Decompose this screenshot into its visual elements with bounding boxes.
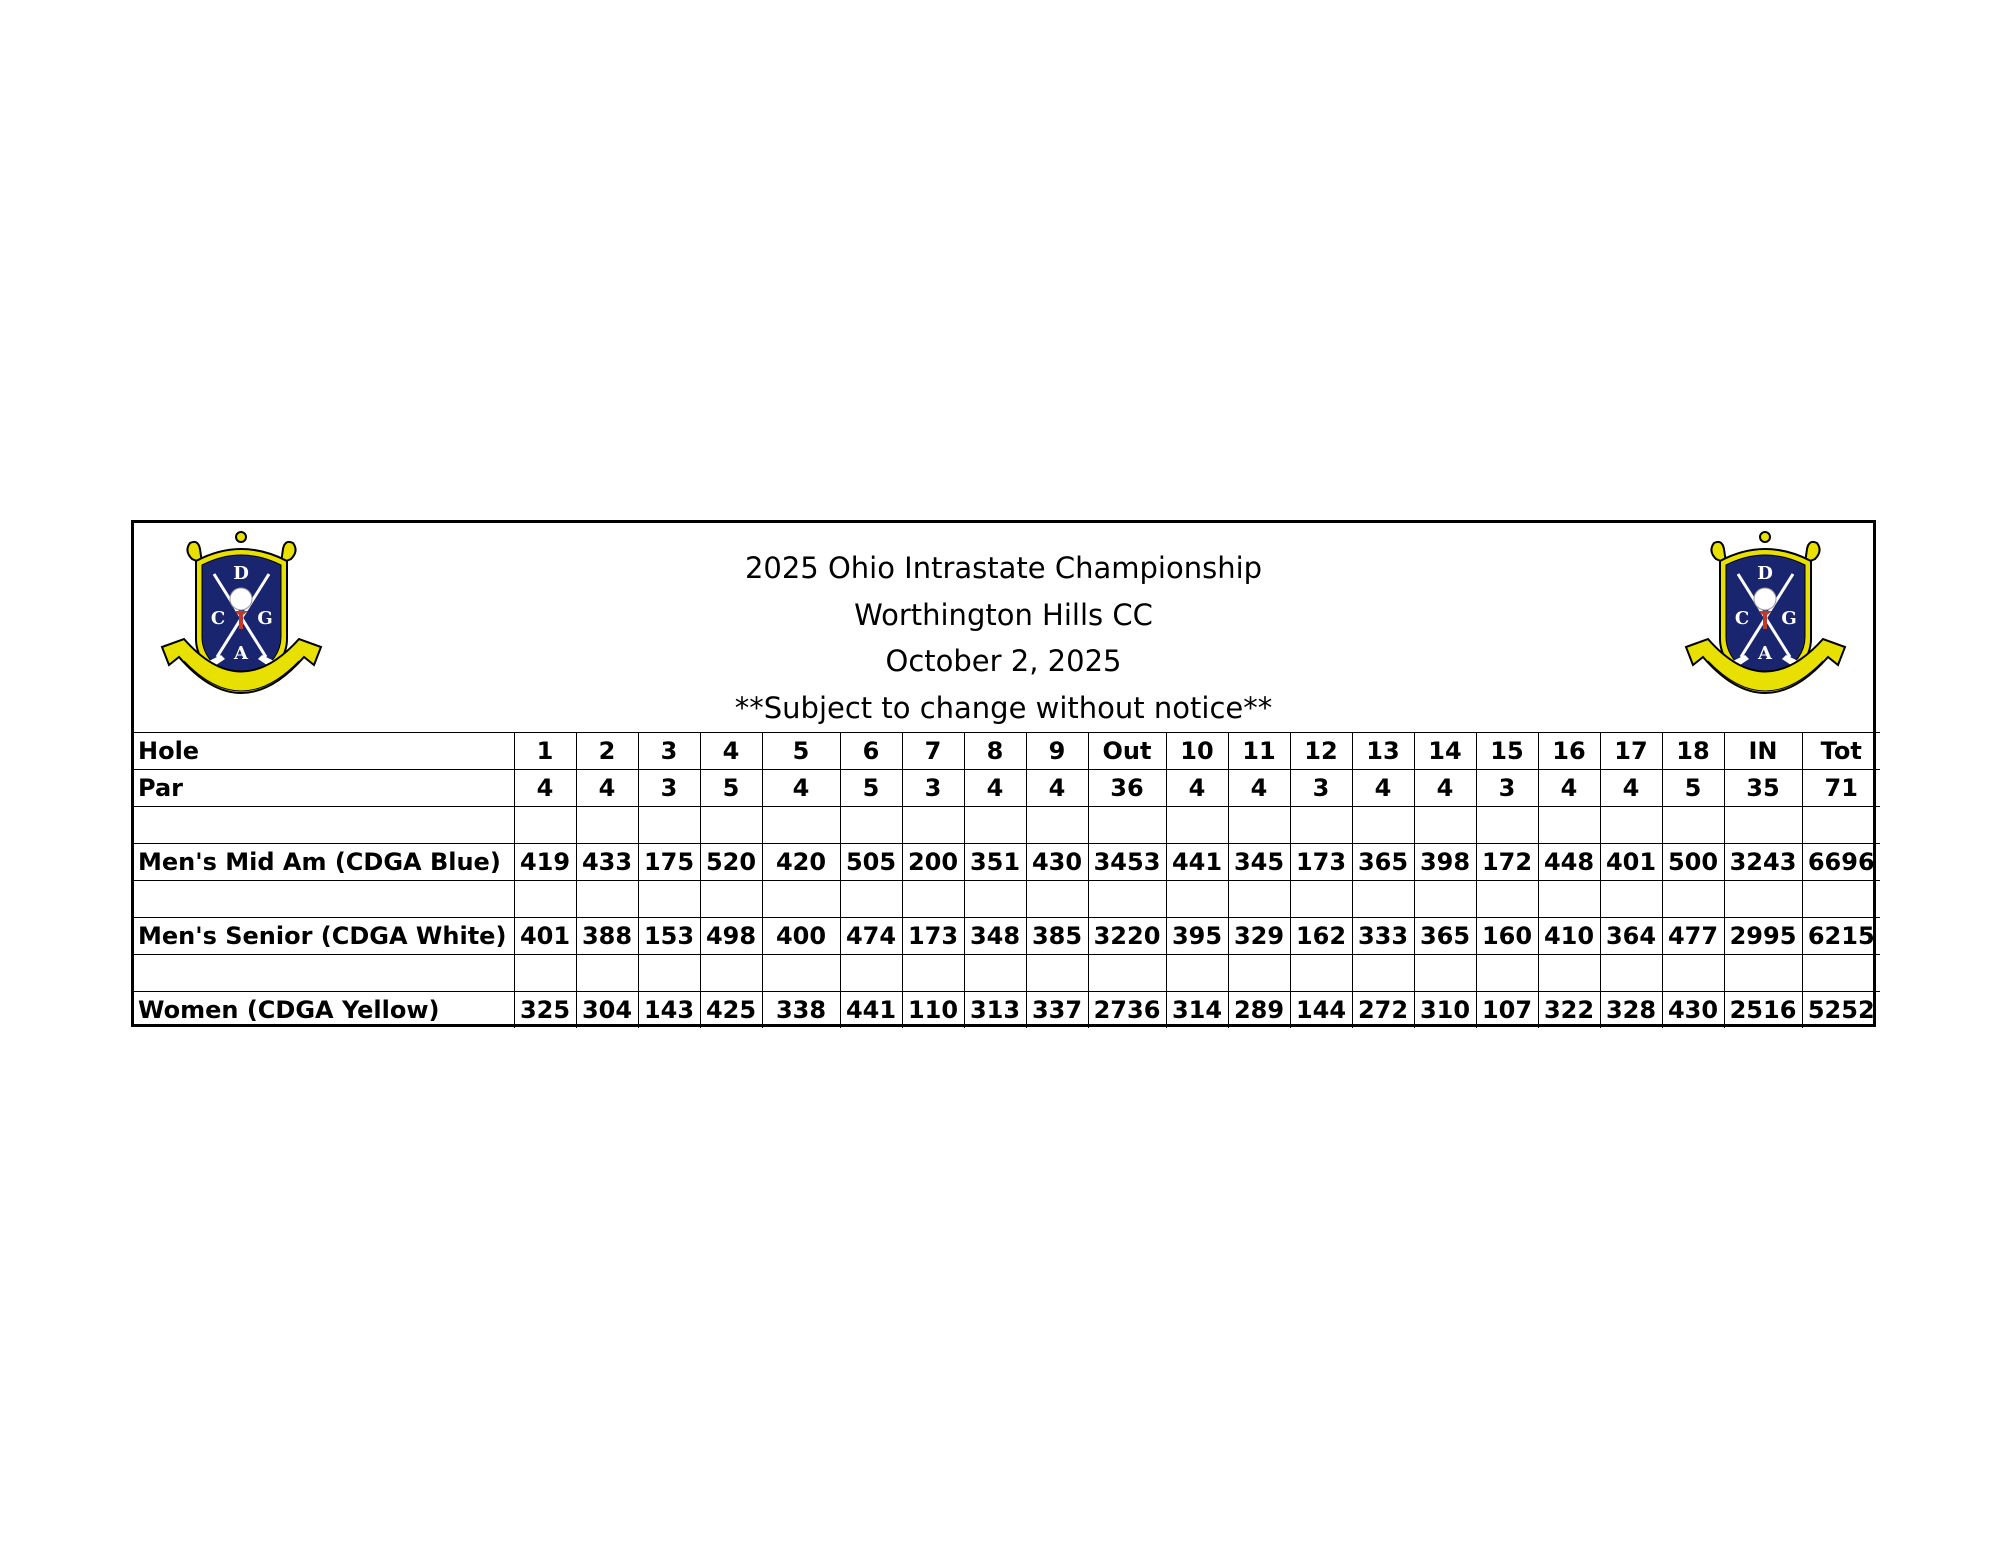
- table-cell: 388: [576, 918, 638, 955]
- table-cell: 71: [1802, 770, 1880, 807]
- empty-cell: [1662, 955, 1724, 992]
- table-cell: 441: [1166, 844, 1228, 881]
- table-cell: 325: [514, 992, 576, 1029]
- table-cell: 410: [1538, 918, 1600, 955]
- table-cell: 328: [1600, 992, 1662, 1029]
- table-cell: 3220: [1088, 918, 1166, 955]
- table-cell: 15: [1476, 733, 1538, 770]
- svg-text:C: C: [1734, 608, 1750, 629]
- table-cell: 173: [902, 918, 964, 955]
- table-cell: 143: [638, 992, 700, 1029]
- table-cell: 398: [1414, 844, 1476, 881]
- table-cell: IN: [1724, 733, 1802, 770]
- table-cell: 14: [1414, 733, 1476, 770]
- table-cell: 107: [1476, 992, 1538, 1029]
- empty-cell: [964, 881, 1026, 918]
- empty-cell: [576, 807, 638, 844]
- empty-cell: [1166, 955, 1228, 992]
- table-cell: 5: [762, 733, 840, 770]
- empty-cell: [1476, 807, 1538, 844]
- empty-cell: [134, 807, 514, 844]
- empty-cell: [1600, 807, 1662, 844]
- table-cell: 272: [1352, 992, 1414, 1029]
- table-cell: 5: [700, 770, 762, 807]
- table-cell: 16: [1538, 733, 1600, 770]
- empty-cell: [134, 955, 514, 992]
- empty-cell: [1538, 881, 1600, 918]
- table-cell: 401: [514, 918, 576, 955]
- empty-cell: [1228, 807, 1290, 844]
- table-cell: 430: [1026, 844, 1088, 881]
- table-cell: 474: [840, 918, 902, 955]
- table-cell: 5252: [1802, 992, 1880, 1029]
- empty-cell: [840, 807, 902, 844]
- empty-cell: [576, 881, 638, 918]
- empty-cell: [762, 955, 840, 992]
- empty-cell: [1724, 807, 1802, 844]
- table-cell: 4: [700, 733, 762, 770]
- empty-cell: [1476, 881, 1538, 918]
- table-cell: 18: [1662, 733, 1724, 770]
- row-label: Men's Mid Am (CDGA Blue): [134, 844, 514, 881]
- table-cell: 348: [964, 918, 1026, 955]
- table-cell: 314: [1166, 992, 1228, 1029]
- table-cell: 433: [576, 844, 638, 881]
- table-cell: 420: [762, 844, 840, 881]
- table-cell: 365: [1352, 844, 1414, 881]
- table-cell: 351: [964, 844, 1026, 881]
- table-cell: 448: [1538, 844, 1600, 881]
- table-cell: 3: [1476, 770, 1538, 807]
- empty-cell: [638, 955, 700, 992]
- table-cell: 4: [1166, 770, 1228, 807]
- tee-row: [134, 992, 1880, 1029]
- empty-cell: [1724, 881, 1802, 918]
- svg-text:D: D: [1757, 563, 1773, 584]
- table-cell: 5: [1662, 770, 1724, 807]
- empty-cell: [514, 807, 576, 844]
- empty-cell: [1600, 881, 1662, 918]
- table-cell: 110: [902, 992, 964, 1029]
- table-cell: 395: [1166, 918, 1228, 955]
- empty-cell: [1088, 881, 1166, 918]
- table-cell: 2995: [1724, 918, 1802, 955]
- row-label: Women (CDGA Yellow): [134, 992, 514, 1029]
- empty-cell: [840, 881, 902, 918]
- table-cell: 4: [1538, 770, 1600, 807]
- table-cell: Out: [1088, 733, 1166, 770]
- table-cell: 329: [1228, 918, 1290, 955]
- table-cell: 160: [1476, 918, 1538, 955]
- empty-cell: [1538, 807, 1600, 844]
- spacer-row: [134, 807, 1880, 844]
- table-cell: 173: [1290, 844, 1352, 881]
- table-cell: 477: [1662, 918, 1724, 955]
- table-cell: 3453: [1088, 844, 1166, 881]
- table-cell: 2736: [1088, 992, 1166, 1029]
- empty-cell: [514, 955, 576, 992]
- table-cell: 4: [1414, 770, 1476, 807]
- table-cell: 13: [1352, 733, 1414, 770]
- row-label: Men's Senior (CDGA White): [134, 918, 514, 955]
- table-cell: 172: [1476, 844, 1538, 881]
- table-cell: 4: [1352, 770, 1414, 807]
- empty-cell: [700, 807, 762, 844]
- table-cell: 200: [902, 844, 964, 881]
- empty-cell: [1290, 955, 1352, 992]
- empty-cell: [1026, 881, 1088, 918]
- table-cell: 4: [1228, 770, 1290, 807]
- table-cell: 3: [638, 733, 700, 770]
- table-cell: 17: [1600, 733, 1662, 770]
- empty-cell: [700, 881, 762, 918]
- empty-cell: [1802, 881, 1880, 918]
- table-cell: 345: [1228, 844, 1290, 881]
- table-cell: Tot: [1802, 733, 1880, 770]
- empty-cell: [700, 955, 762, 992]
- table-cell: 7: [902, 733, 964, 770]
- empty-cell: [1724, 955, 1802, 992]
- table-cell: 498: [700, 918, 762, 955]
- table-cell: 162: [1290, 918, 1352, 955]
- table-cell: 310: [1414, 992, 1476, 1029]
- svg-text:G: G: [257, 608, 273, 629]
- svg-text:C: C: [210, 608, 226, 629]
- empty-cell: [840, 955, 902, 992]
- empty-cell: [1026, 807, 1088, 844]
- table-cell: 419: [514, 844, 576, 881]
- table-cell: 10: [1166, 733, 1228, 770]
- empty-cell: [1600, 955, 1662, 992]
- empty-cell: [638, 807, 700, 844]
- venue-name: Worthington Hills CC: [854, 597, 1153, 632]
- table-cell: 9: [1026, 733, 1088, 770]
- empty-cell: [1026, 955, 1088, 992]
- table-cell: 385: [1026, 918, 1088, 955]
- table-cell: 365: [1414, 918, 1476, 955]
- empty-cell: [576, 955, 638, 992]
- svg-text:A: A: [1758, 643, 1772, 664]
- empty-cell: [1414, 955, 1476, 992]
- empty-cell: [1538, 955, 1600, 992]
- table-cell: 144: [1290, 992, 1352, 1029]
- table-cell: 3: [638, 770, 700, 807]
- event-date: October 2, 2025: [885, 644, 1122, 678]
- tee-row: [134, 918, 1880, 955]
- yardage-table: [134, 732, 1880, 1028]
- table-cell: 3: [902, 770, 964, 807]
- disclaimer-note: **Subject to change without notice**: [734, 690, 1273, 725]
- table-cell: 304: [576, 992, 638, 1029]
- row-label: Hole: [134, 733, 514, 770]
- scorecard-title-block: [134, 545, 1873, 731]
- empty-cell: [1352, 955, 1414, 992]
- empty-cell: [1166, 881, 1228, 918]
- table-cell: 333: [1352, 918, 1414, 955]
- table-cell: 3243: [1724, 844, 1802, 881]
- empty-cell: [1290, 807, 1352, 844]
- empty-cell: [964, 955, 1026, 992]
- empty-cell: [1414, 881, 1476, 918]
- yardage-table-body: [134, 733, 1880, 1029]
- table-cell: 4: [1600, 770, 1662, 807]
- cdga-crest: [1686, 532, 1845, 693]
- hole-row: [134, 733, 1880, 770]
- scorecard-sheet: [131, 520, 1876, 1027]
- par-row: [134, 770, 1880, 807]
- empty-cell: [762, 807, 840, 844]
- table-cell: 6215: [1802, 918, 1880, 955]
- table-cell: 338: [762, 992, 840, 1029]
- table-cell: 2516: [1724, 992, 1802, 1029]
- table-cell: 322: [1538, 992, 1600, 1029]
- row-label: Par: [134, 770, 514, 807]
- empty-cell: [1662, 881, 1724, 918]
- empty-cell: [964, 807, 1026, 844]
- table-cell: 4: [1026, 770, 1088, 807]
- spacer-row: [134, 881, 1880, 918]
- empty-cell: [902, 881, 964, 918]
- scorecard-header: [134, 523, 1873, 732]
- table-cell: 401: [1600, 844, 1662, 881]
- table-cell: 4: [576, 770, 638, 807]
- empty-cell: [1228, 955, 1290, 992]
- table-cell: 289: [1228, 992, 1290, 1029]
- table-cell: 505: [840, 844, 902, 881]
- table-cell: 6: [840, 733, 902, 770]
- empty-cell: [134, 881, 514, 918]
- table-cell: 36: [1088, 770, 1166, 807]
- table-cell: 8: [964, 733, 1026, 770]
- table-cell: 175: [638, 844, 700, 881]
- table-cell: 1: [514, 733, 576, 770]
- empty-cell: [638, 881, 700, 918]
- table-cell: 500: [1662, 844, 1724, 881]
- empty-cell: [902, 807, 964, 844]
- empty-cell: [514, 881, 576, 918]
- table-cell: 400: [762, 918, 840, 955]
- event-title: 2025 Ohio Intrastate Championship: [744, 551, 1263, 585]
- table-cell: 4: [762, 770, 840, 807]
- table-cell: 441: [840, 992, 902, 1029]
- table-cell: 313: [964, 992, 1026, 1029]
- empty-cell: [902, 955, 964, 992]
- empty-cell: [1088, 955, 1166, 992]
- empty-cell: [1476, 955, 1538, 992]
- table-cell: 5: [840, 770, 902, 807]
- table-cell: 425: [700, 992, 762, 1029]
- svg-text:G: G: [1781, 608, 1797, 629]
- table-cell: 12: [1290, 733, 1352, 770]
- empty-cell: [1352, 807, 1414, 844]
- svg-text:D: D: [233, 563, 249, 584]
- empty-cell: [762, 881, 840, 918]
- table-cell: 520: [700, 844, 762, 881]
- table-cell: 153: [638, 918, 700, 955]
- empty-cell: [1414, 807, 1476, 844]
- table-cell: 4: [964, 770, 1026, 807]
- table-cell: 11: [1228, 733, 1290, 770]
- empty-cell: [1802, 955, 1880, 992]
- empty-cell: [1088, 807, 1166, 844]
- tee-row: [134, 844, 1880, 881]
- table-cell: 35: [1724, 770, 1802, 807]
- table-cell: 2: [576, 733, 638, 770]
- table-cell: 3: [1290, 770, 1352, 807]
- spacer-row: [134, 955, 1880, 992]
- table-cell: 430: [1662, 992, 1724, 1029]
- empty-cell: [1290, 881, 1352, 918]
- table-cell: 364: [1600, 918, 1662, 955]
- table-cell: 337: [1026, 992, 1088, 1029]
- empty-cell: [1166, 807, 1228, 844]
- table-cell: 6696: [1802, 844, 1880, 881]
- empty-cell: [1228, 881, 1290, 918]
- table-cell: 4: [514, 770, 576, 807]
- empty-cell: [1352, 881, 1414, 918]
- cdga-logo-right: [1678, 529, 1853, 727]
- svg-text:A: A: [234, 643, 248, 664]
- empty-cell: [1802, 807, 1880, 844]
- empty-cell: [1662, 807, 1724, 844]
